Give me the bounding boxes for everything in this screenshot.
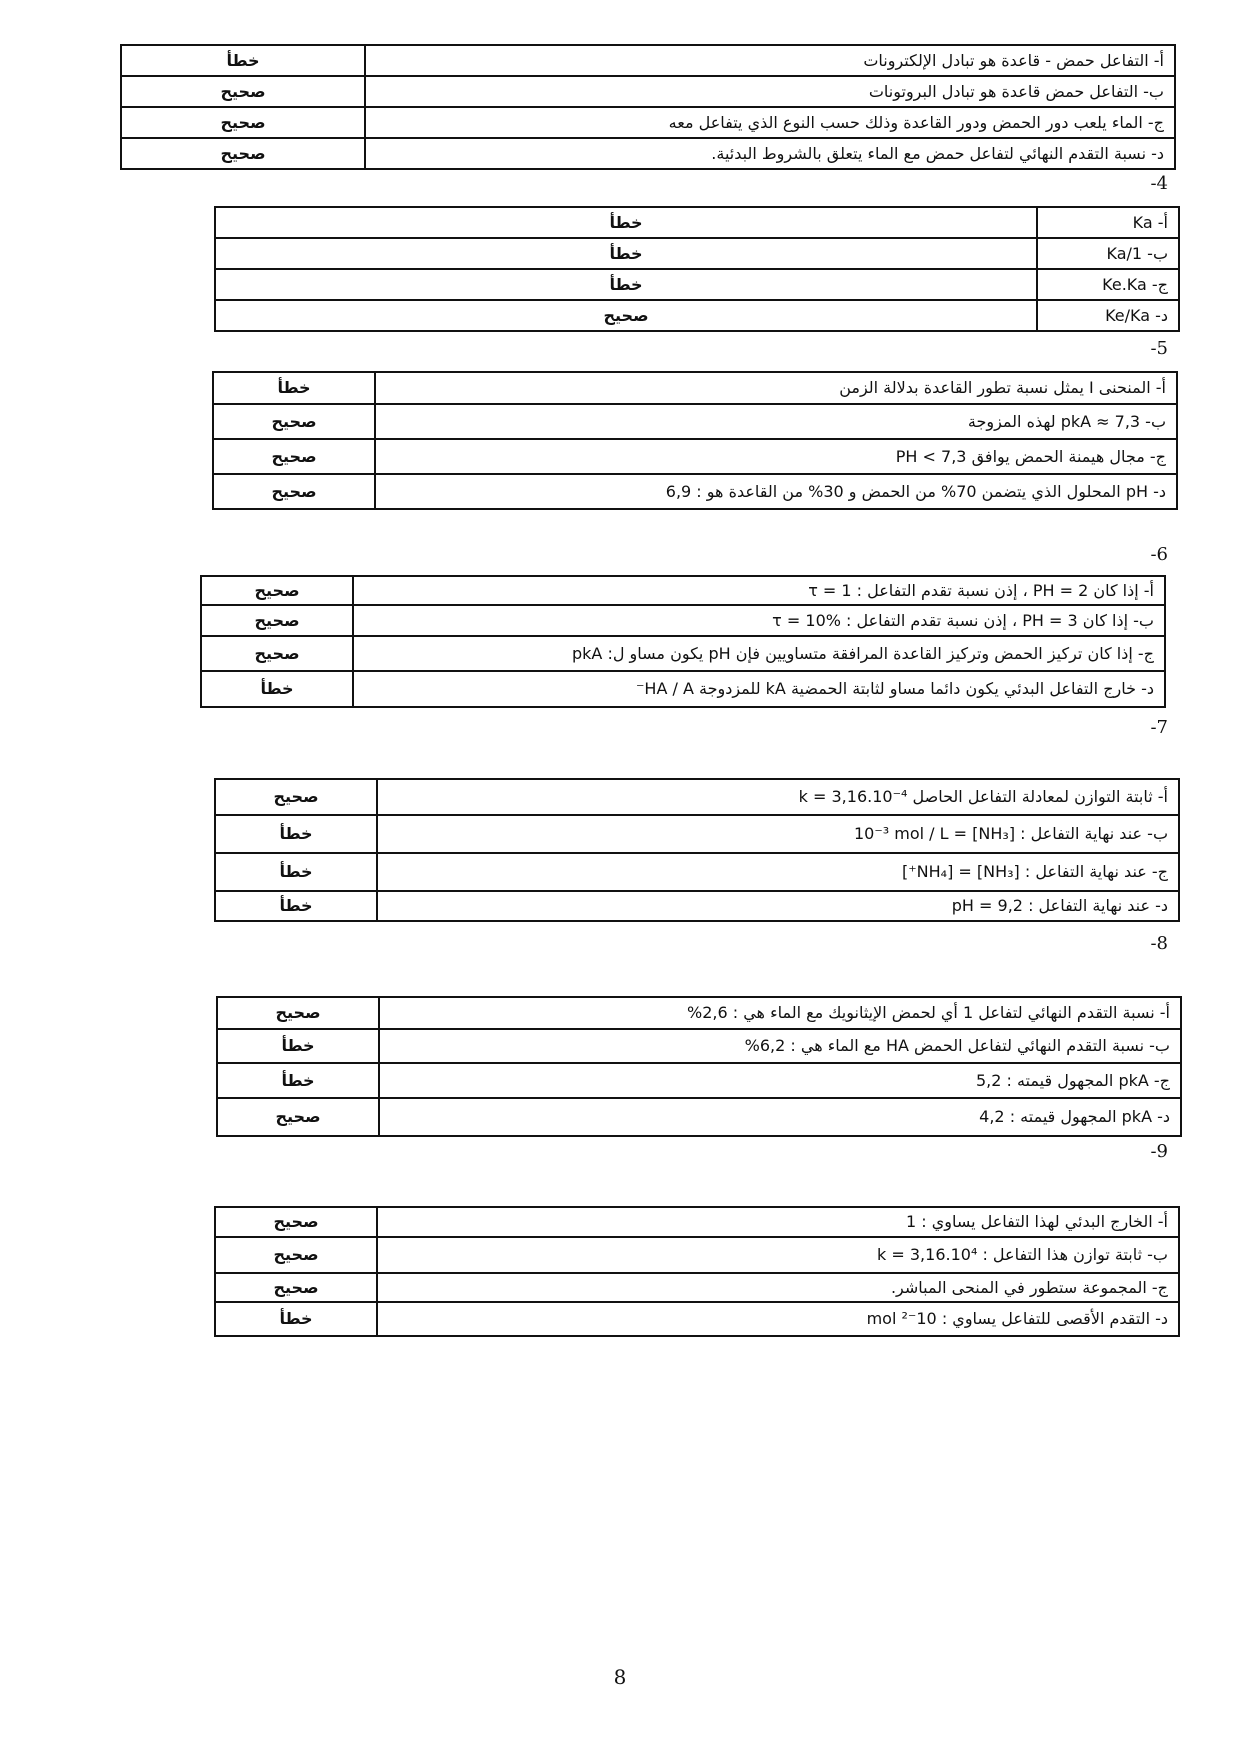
answer-cell: خطأ [215,815,377,853]
statement-cell: ج- Ke.Ka [1037,269,1179,300]
answer-cell: خطأ [215,853,377,891]
answer-cell: صحيح [121,76,365,107]
statement-cell: ب- ثابتة توازن هذا التفاعل : k = 3,16.10⁴ [377,1237,1179,1273]
answer-cell: صحيح [121,138,365,169]
question-number: -4 [1150,173,1168,194]
table-row [215,269,1179,300]
question-number: -5 [1150,338,1168,359]
statement-cell: أ- نسبة التقدم النهائي لتفاعل 1 أي لحمض الإيثانويك مع الماء هي : 2,6% [379,997,1181,1029]
table-row [213,372,1177,404]
question-number: -9 [1150,1141,1168,1162]
answer-cell: خطأ [217,1063,379,1098]
table-row [215,1302,1179,1336]
answer-cell: صحيح [217,1098,379,1136]
answers-table-q3 [120,44,1176,170]
answer-cell: صحيح [201,576,353,605]
answer-cell: صحيح [213,404,375,439]
answers-table-q4 [214,206,1180,332]
answer-cell: صحيح [215,300,1037,331]
statement-cell: أ- إذا كان PH = 2 ، إذن نسبة تقدم التفاعل : τ = 1 [353,576,1165,605]
answers-table-q9 [214,1206,1180,1337]
statement-cell: أ- المنحنى I يمثل نسبة تطور القاعدة بدلالة الزمن [375,372,1177,404]
table-row [215,300,1179,331]
answers-table-q8 [216,996,1182,1137]
statement-cell: د- pH المحلول الذي يتضمن 70% من الحمض و 30% من القاعدة هو : 6,9 [375,474,1177,509]
page-number: 8 [613,1665,627,1689]
answer-cell: صحيح [215,1273,377,1302]
table-row [215,1207,1179,1237]
answer-cell: خطأ [215,207,1037,238]
table-row [213,439,1177,474]
table-row [217,1029,1181,1063]
statement-cell: أ- التفاعل حمض - قاعدة هو تبادل الإلكترونات [365,45,1175,76]
statement-cell: ب- pkA ≈ 7,3 لهذه المزوجة [375,404,1177,439]
statement-cell: د- pkA المجهول قيمته : 4,2 [379,1098,1181,1136]
table-row [217,1098,1181,1136]
answers-table-q5 [212,371,1178,510]
table-row [201,636,1165,671]
table-row [215,238,1179,269]
statement-cell: ج- إذا كان تركيز الحمض وتركيز القاعدة المرافقة متساويين فإن pH يكون مساو ل: pkA [353,636,1165,671]
statement-cell: ب- عند نهاية التفاعل : [NH₃] = 10⁻³ mol / L [377,815,1179,853]
table-row [215,207,1179,238]
statement-cell: ج- pkA المجهول قيمته : 5,2 [379,1063,1181,1098]
table-row [213,474,1177,509]
answer-cell: خطأ [215,269,1037,300]
statement-cell: أ- Ka [1037,207,1179,238]
statement-cell: ج- عند نهاية التفاعل : [NH₃] = [NH₄⁺] [377,853,1179,891]
table-row [121,76,1175,107]
answer-cell: صحيح [121,107,365,138]
statement-cell: أ- ثابتة التوازن لمعادلة التفاعل الحاصل k = 3,16.10⁻⁴ [377,779,1179,815]
answer-cell: صحيح [215,1207,377,1237]
statement-cell: ب- إذا كان PH = 3 ، إذن نسبة تقدم التفاعل : τ = 10% [353,605,1165,636]
table-row [201,671,1165,707]
answer-cell: صحيح [215,779,377,815]
statement-cell: ج- مجال هيمنة الحمض يوافق PH < 7,3 [375,439,1177,474]
table-row [201,605,1165,636]
answer-cell: صحيح [215,1237,377,1273]
answer-cell: صحيح [213,474,375,509]
table-row [215,1273,1179,1302]
answer-cell: خطأ [121,45,365,76]
table-row [201,576,1165,605]
answer-cell: خطأ [201,671,353,707]
table-row [215,891,1179,921]
statement-cell: د- Ke/Ka [1037,300,1179,331]
answer-cell: صحيح [213,439,375,474]
question-number: -8 [1150,933,1168,954]
statement-cell: ب- التفاعل حمض قاعدة هو تبادل البروتونات [365,76,1175,107]
answers-table-q7 [214,778,1180,922]
table-row [215,1237,1179,1273]
statement-cell: ب- نسبة التقدم النهائي لتفاعل الحمض HA مع الماء هي : 6,2% [379,1029,1181,1063]
statement-cell: د- خارج التفاعل البدئي يكون دائما مساو لثابتة الحمضية kA للمزدوجة HA / A⁻ [353,671,1165,707]
table-row [215,779,1179,815]
table-row [121,45,1175,76]
table-row [215,853,1179,891]
answer-cell: خطأ [215,238,1037,269]
statement-cell: د- التقدم الأقصى للتفاعل يساوي : 10⁻² mol [377,1302,1179,1336]
answer-cell: صحيح [201,636,353,671]
table-row [121,107,1175,138]
answer-cell: صحيح [201,605,353,636]
answer-cell: خطأ [215,891,377,921]
answer-cell: خطأ [217,1029,379,1063]
table-row [213,404,1177,439]
answer-cell: خطأ [215,1302,377,1336]
statement-cell: د- نسبة التقدم النهائي لتفاعل حمض مع الماء يتعلق بالشروط البدئية. [365,138,1175,169]
statement-cell: د- عند نهاية التفاعل : pH = 9,2 [377,891,1179,921]
table-row [217,1063,1181,1098]
statement-cell: ج- المجموعة ستطور في المنحى المباشر. [377,1273,1179,1302]
question-number: -6 [1150,544,1168,565]
answer-cell: صحيح [217,997,379,1029]
table-row [215,815,1179,853]
question-number: -7 [1150,717,1168,738]
table-row [217,997,1181,1029]
statement-cell: ج- الماء يلعب دور الحمض ودور القاعدة وذلك حسب النوع الذي يتفاعل معه [365,107,1175,138]
statement-cell: أ- الخارج البدئي لهذا التفاعل يساوي : 1 [377,1207,1179,1237]
statement-cell: ب- 1/Ka [1037,238,1179,269]
answer-cell: خطأ [213,372,375,404]
table-row [121,138,1175,169]
answers-table-q6 [200,575,1166,708]
